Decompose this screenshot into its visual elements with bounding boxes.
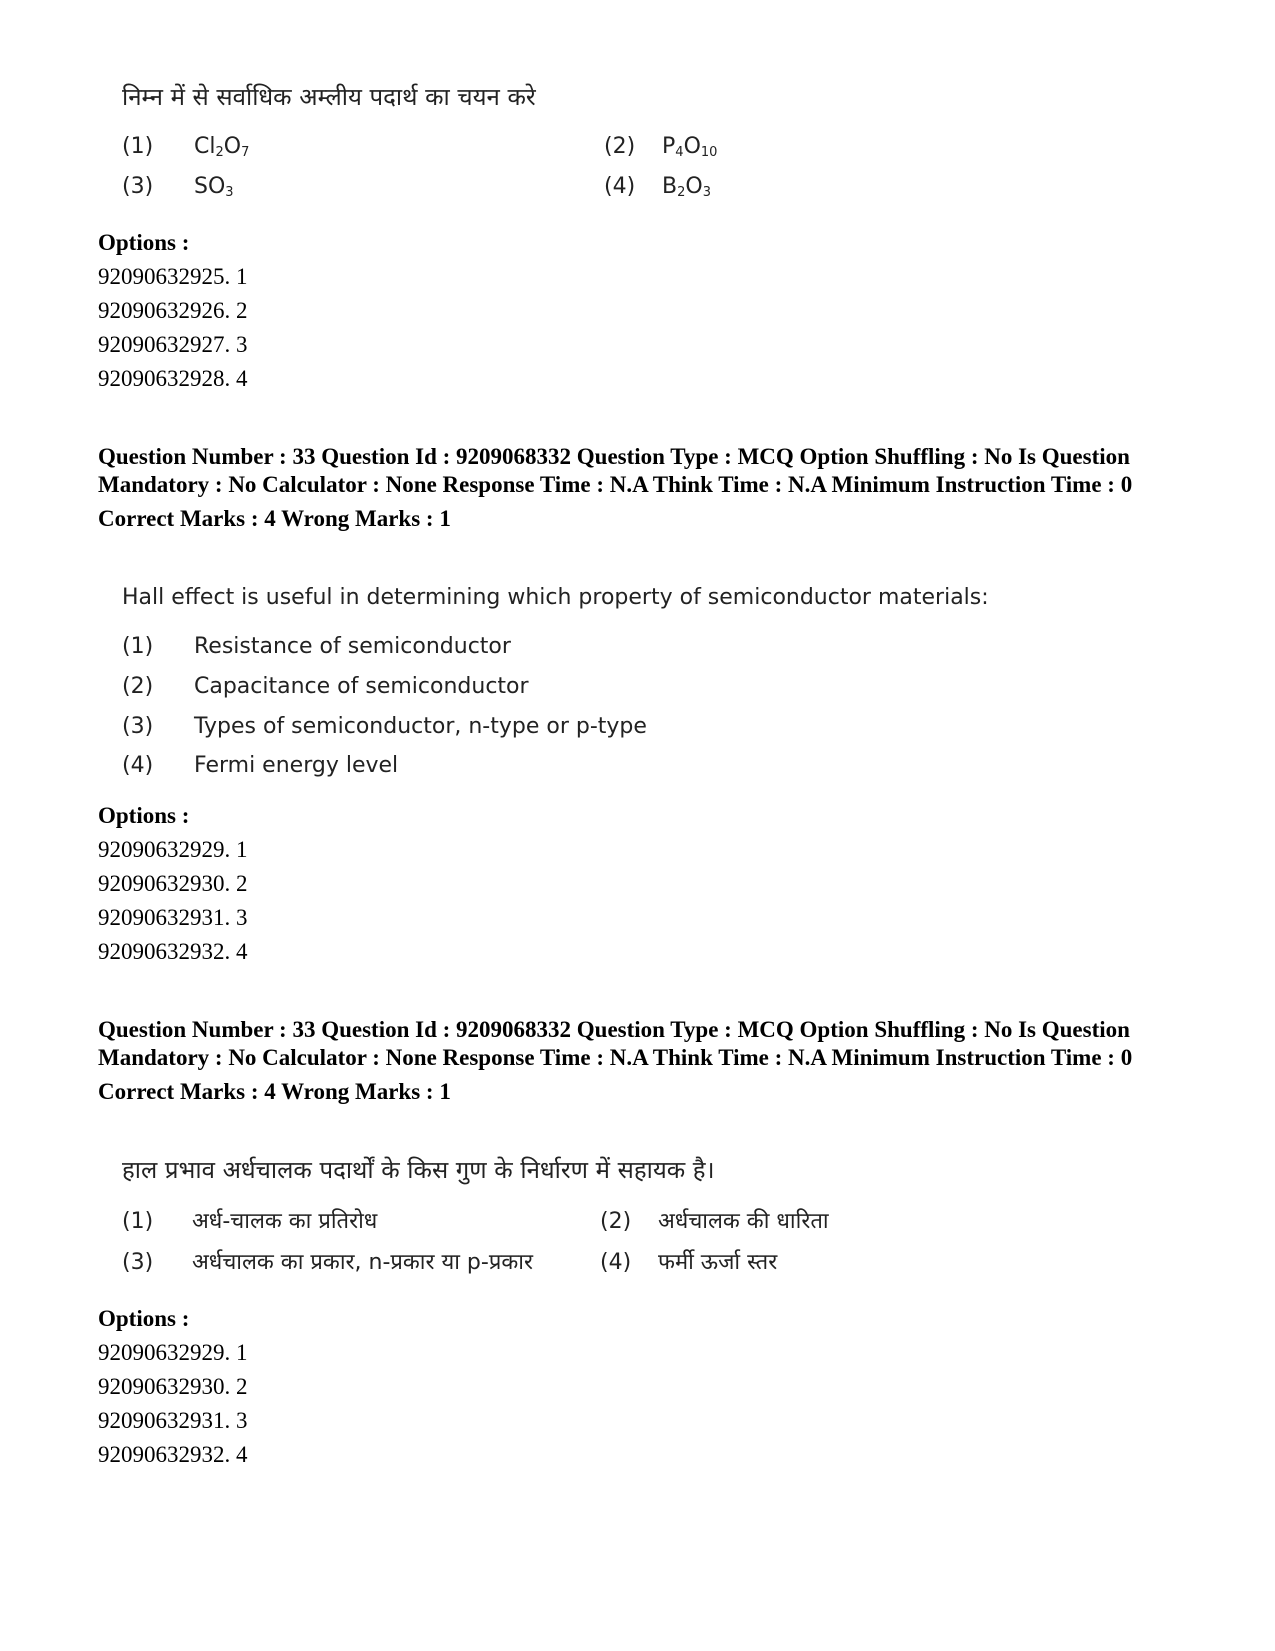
choice-1: (1) अर्ध-चालक का प्रतिरोध: [122, 1209, 378, 1234]
option-item: 92090632931. 3: [98, 1408, 248, 1433]
choice-2: (2) $P_4O_{10}$: [604, 134, 718, 160]
option-item: 92090632930. 2: [98, 1374, 248, 1399]
options-header: Options :: [98, 803, 190, 828]
option-item: 92090632932. 4: [98, 1442, 248, 1467]
question-text: Hall effect is useful in determining which property of semiconductor materials:: [122, 585, 989, 610]
question-meta-text: Question Number : 33 Question Id : 9209068332 Question Type : MCQ Option Shuffling : No Is Question Mandatory : No Calculator : None Response Time : N.A Think Time : N.A Minimum Instruction Time : 0: [98, 444, 1133, 497]
choice-4: (4) $B_2O_3$: [604, 174, 711, 200]
question-meta-text: Question Number : 33 Question Id : 9209068332 Question Type : MCQ Option Shuffling : No Is Question Mandatory : No Calculator : None Response Time : N.A Think Time : N.A Minimum Instruction Time : 0: [98, 1017, 1133, 1070]
formula: $B_2O_3$: [662, 174, 711, 200]
choice-4: (4) फर्मी ऊर्जा स्तर: [600, 1250, 778, 1275]
formula: $Cl_2O_7$: [194, 134, 250, 160]
marks-text: Correct Marks : 4 Wrong Marks : 1: [98, 506, 451, 531]
option-item: 92090632927. 3: [98, 332, 248, 357]
option-item: 92090632928. 4: [98, 366, 248, 391]
options-header: Options :: [98, 230, 190, 255]
choice-4: (4) Fermi energy level: [122, 753, 399, 778]
option-item: 92090632929. 1: [98, 837, 248, 862]
option-item: 92090632926. 2: [98, 298, 248, 323]
formula: $P_4O_{10}$: [662, 134, 718, 160]
choice-2: (2) अर्धचालक की धारिता: [600, 1209, 829, 1234]
question-meta: [98, 443, 1218, 533]
choice-3: (3) अर्धचालक का प्रकार, n-प्रकार या p-प्रकार: [122, 1250, 533, 1275]
choice-1: (1) Resistance of semiconductor: [122, 634, 511, 659]
marks-text: Correct Marks : 4 Wrong Marks : 1: [98, 1079, 451, 1104]
formula: $SO_3$: [194, 174, 234, 200]
option-item: 92090632930. 2: [98, 871, 248, 896]
choice-2: (2) Capacitance of semiconductor: [122, 674, 529, 699]
choice-3: (3) $SO_3$: [122, 174, 234, 200]
option-item: 92090632929. 1: [98, 1340, 248, 1365]
question-meta: [98, 1016, 1218, 1106]
option-item: 92090632925. 1: [98, 264, 248, 289]
options-list: [98, 1302, 248, 1472]
option-item: 92090632932. 4: [98, 939, 248, 964]
options-header: Options :: [98, 1306, 190, 1331]
choice-3: (3) Types of semiconductor, n-type or p-type: [122, 714, 647, 739]
options-list: [98, 226, 248, 396]
question-text: हाल प्रभाव अर्धचालक पदार्थों के किस गुण के निर्धारण में सहायक है।: [122, 1156, 715, 1184]
choice-1: (1) $Cl_2O_7$: [122, 134, 250, 160]
options-list: [98, 799, 248, 969]
option-item: 92090632931. 3: [98, 905, 248, 930]
question-text: निम्न में से सर्वाधिक अम्लीय पदार्थ का चयन करे: [122, 83, 536, 111]
